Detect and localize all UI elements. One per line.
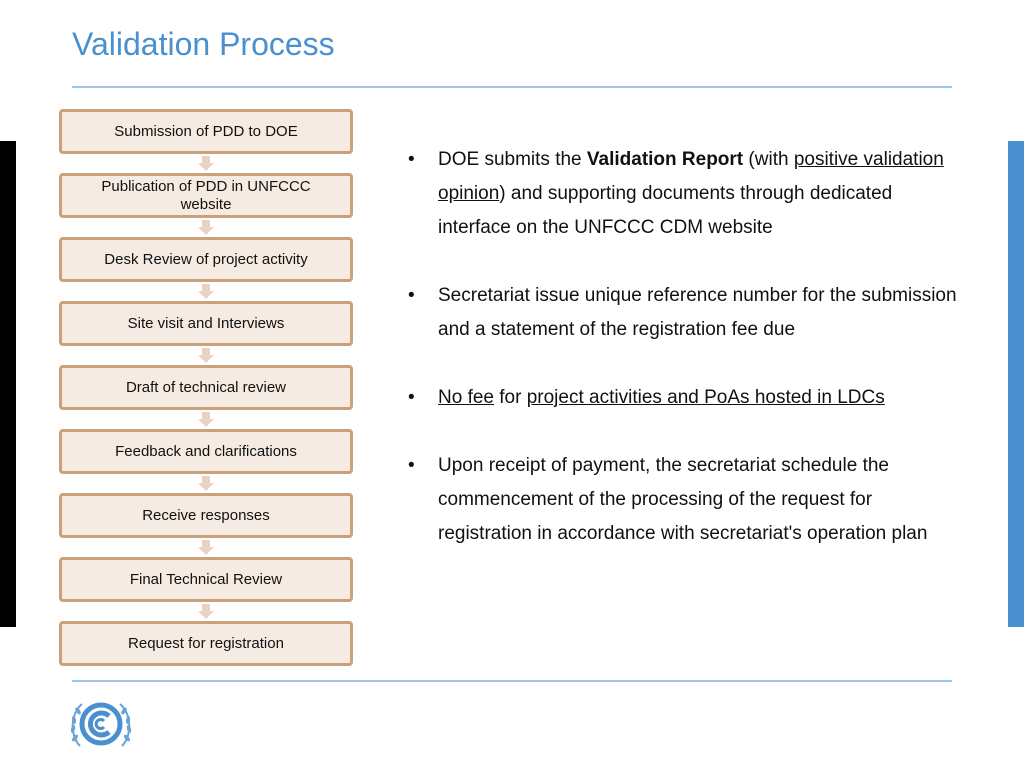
unfccc-logo-icon (66, 696, 136, 754)
page-title: Validation Process (72, 26, 335, 62)
flow-step-feedback: Feedback and clarifications (59, 429, 353, 474)
footer-divider (72, 680, 952, 682)
bullet-reference-number (408, 279, 968, 347)
bullet-text: ) and supporting documents through dedicated interface on the UNFCCC CDM website (438, 183, 893, 238)
down-arrow-icon (59, 282, 353, 301)
bullet-dot: • (408, 285, 415, 306)
bullet-list (408, 143, 968, 585)
flow-step-publication: Publication of PDD in UNFCCC website (59, 173, 353, 218)
flow-step-submission: Submission of PDD to DOE (59, 109, 353, 154)
bullet-text: Secretariat issue unique reference number for the submission and a statement of the registration fee due (438, 285, 957, 340)
flow-step-draft-review: Draft of technical review (59, 365, 353, 410)
bullet-text: for (493, 387, 527, 408)
bullet-dot: • (408, 387, 415, 408)
flow-step-responses: Receive responses (59, 493, 353, 538)
bullet-dot: • (408, 149, 415, 170)
down-arrow-icon (59, 538, 353, 557)
bullet-payment-processing (408, 449, 968, 551)
positive-validation-opinion-link[interactable]: positive validation opinion (438, 149, 944, 204)
no-fee-link[interactable]: No fee (438, 387, 494, 408)
bullet-no-fee (408, 381, 968, 415)
flow-step-request-registration: Request for registration (59, 621, 353, 666)
down-arrow-icon (59, 474, 353, 493)
validation-report-label: Validation Report (586, 149, 744, 170)
down-arrow-icon (59, 154, 353, 173)
bullet-text: Upon receipt of payment, the secretariat schedule the commencement of the processing of the request for registration in accordance with secretariat's operation plan (438, 455, 928, 544)
flow-step-final-review: Final Technical Review (59, 557, 353, 602)
down-arrow-icon (59, 602, 353, 621)
right-edge-bar (1008, 141, 1024, 627)
left-edge-bar (0, 141, 16, 627)
bullet-validation-report (408, 143, 968, 245)
bullet-text: DOE submits the (438, 149, 587, 170)
title-divider (72, 86, 952, 88)
down-arrow-icon (59, 410, 353, 429)
bullet-dot: • (408, 455, 415, 476)
flow-step-site-visit: Site visit and Interviews (59, 301, 353, 346)
down-arrow-icon (59, 346, 353, 365)
bullet-text: (with (743, 149, 794, 170)
flow-step-desk-review: Desk Review of project activity (59, 237, 353, 282)
ldc-activities-link[interactable]: project activities and PoAs hosted in LDCs (526, 387, 885, 408)
validation-flowchart (59, 109, 353, 666)
down-arrow-icon (59, 218, 353, 237)
